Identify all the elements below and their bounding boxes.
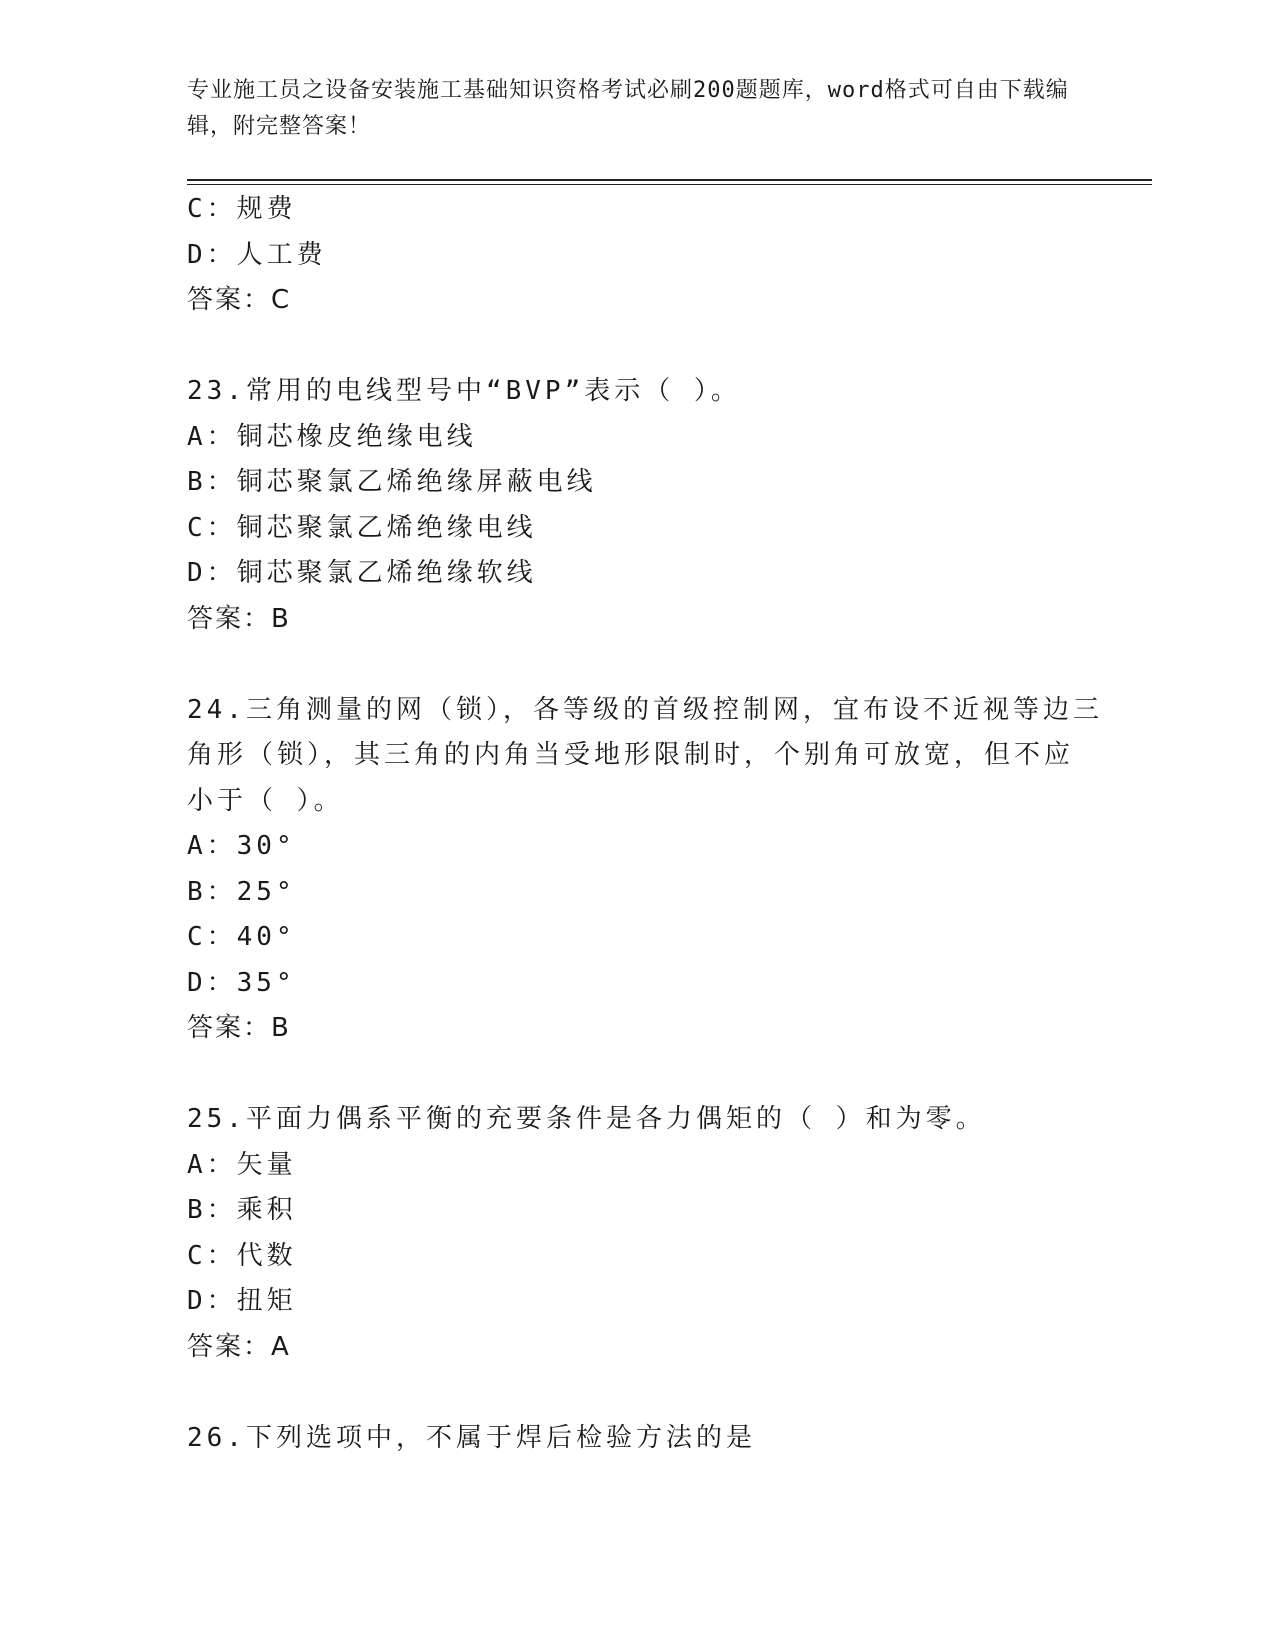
question-text: 26.下列选项中，不属于焊后检验方法的是 xyxy=(187,1422,756,1453)
answer-line: 答案：C xyxy=(187,285,292,315)
question-text: 23.常用的电线型号中“BVP”表示（ ）。 xyxy=(187,376,741,406)
option-line: D：人工费 xyxy=(187,239,327,270)
question-text: 角形（锁），其三角的内角当受地形限制时，个别角可放宽，但不应 xyxy=(187,740,1075,770)
option-line: A：矢量 xyxy=(187,1149,297,1180)
option-line: A：30° xyxy=(187,831,296,861)
question-text: 25.平面力偶系平衡的充要条件是各力偶矩的（ ）和为零。 xyxy=(187,1104,986,1134)
option-line: C：规费 xyxy=(187,194,297,224)
option-line: D：扭矩 xyxy=(187,1286,297,1316)
option-line: B：乘积 xyxy=(187,1195,297,1225)
option-line: C：铜芯聚氯乙烯绝缘电线 xyxy=(187,512,537,543)
option-line: B：25° xyxy=(187,876,296,907)
answer-line: 答案：A xyxy=(187,1331,291,1362)
option-line: D：铜芯聚氯乙烯绝缘软线 xyxy=(187,558,537,588)
question-list xyxy=(187,187,1147,1461)
option-line: C：40° xyxy=(187,922,296,952)
option-line: A：铜芯橡皮绝缘电线 xyxy=(187,421,477,452)
option-line: D：35° xyxy=(187,967,296,998)
question-text: 24.三角测量的网（锁），各等级的首级控制网，宜布设不近视等边三 xyxy=(187,694,1103,725)
question-text: 小于（ ）。 xyxy=(187,785,344,816)
header-divider-thin xyxy=(187,184,1152,185)
answer-line: 答案：B xyxy=(187,1013,291,1043)
header-divider-thick xyxy=(187,179,1152,181)
answer-line: 答案：B xyxy=(187,603,291,634)
option-line: B：铜芯聚氯乙烯绝缘屏蔽电线 xyxy=(187,467,597,497)
option-line: C：代数 xyxy=(187,1240,297,1271)
document-header: 专业施工员之设备安装施工基础知识资格考试必刷200题题库，word格式可自由下载编辑，附完整答案！ xyxy=(187,78,1069,139)
